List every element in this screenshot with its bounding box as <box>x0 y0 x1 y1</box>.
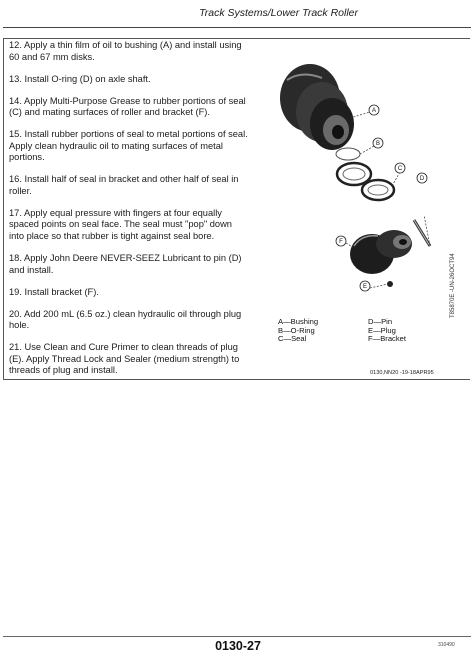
roller-body <box>280 64 354 150</box>
step-19: 19. Install bracket (F). <box>9 286 99 297</box>
footer-rule <box>3 636 471 637</box>
svg-text:D: D <box>419 176 425 183</box>
legend-bracket: F—Bracket <box>368 334 406 344</box>
legend-bushing: A—Bushing <box>278 317 319 326</box>
callout-c <box>395 163 405 173</box>
step-21: 21. Use Clean and Cure Primer to clean threads of plug (E). Apply Thread Lock and Sealer (medium strength) to threads of plug and install. <box>9 342 240 376</box>
callout-a <box>369 105 379 115</box>
svg-text:B: B <box>375 141 381 148</box>
pin <box>414 220 430 246</box>
legend-left <box>278 318 318 344</box>
reference-code: 0130,NN20 -19-18APR95 <box>370 370 434 376</box>
step-14: 14. Apply Multi-Purpose Grease to rubber portions of seal (C) and mating surfaces of roller and bracket (F). <box>9 95 246 118</box>
callout-e <box>360 281 370 291</box>
svg-text:C: C <box>397 166 403 173</box>
legend-pin: D—Pin <box>368 317 393 326</box>
header-rule <box>3 27 471 28</box>
o-ring <box>336 148 360 160</box>
svg-text:F: F <box>339 239 343 246</box>
roller-seal-illustration <box>262 50 462 310</box>
callout-d <box>417 173 427 183</box>
legend-plug: E—Plug <box>368 325 396 335</box>
figure-code: T85870E -UN-26OCT94 <box>450 253 456 318</box>
svg-text:E: E <box>362 284 368 291</box>
step-20: 20. Add 200 mL (6.5 oz.) clean hydraulic oil through plug hole. <box>9 308 242 331</box>
step-13: 13. Install O-ring (D) on axle shaft. <box>9 73 151 84</box>
seal <box>337 163 394 200</box>
step-16: 16. Install half of seal in bracket and other half of seal in roller. <box>9 174 239 196</box>
legend-right <box>368 318 406 344</box>
step-17: 17. Apply equal pressure with fingers at four equally spaced points on seal face. The seal must "pop" down into place so that rubber is tight against seal bore. <box>9 207 232 242</box>
step-list <box>9 40 249 387</box>
page-number: 0130-27 <box>215 639 261 653</box>
callout-b <box>373 138 383 148</box>
page-code: 310490 <box>438 642 455 648</box>
step-15: 15. Install rubber portions of seal to metal portions of seal. Apply clean hydraulic oil to mating surfaces of metal portions. <box>9 129 248 163</box>
legend-o-ring: B—O-Ring <box>278 325 315 335</box>
step-18: 18. Apply John Deere NEVER-SEEZ Lubricant to pin (D) and install. <box>9 253 242 275</box>
legend-seal: C—Seal <box>278 334 307 344</box>
step-12: 12. Apply a thin film of oil to bushing (A) and install using 60 and 67 mm disks. <box>9 40 242 62</box>
callout-f <box>336 236 346 246</box>
header-title: Track Systems/Lower Track Roller <box>199 7 358 19</box>
svg-text:A: A <box>371 108 377 115</box>
bracket <box>350 230 412 274</box>
